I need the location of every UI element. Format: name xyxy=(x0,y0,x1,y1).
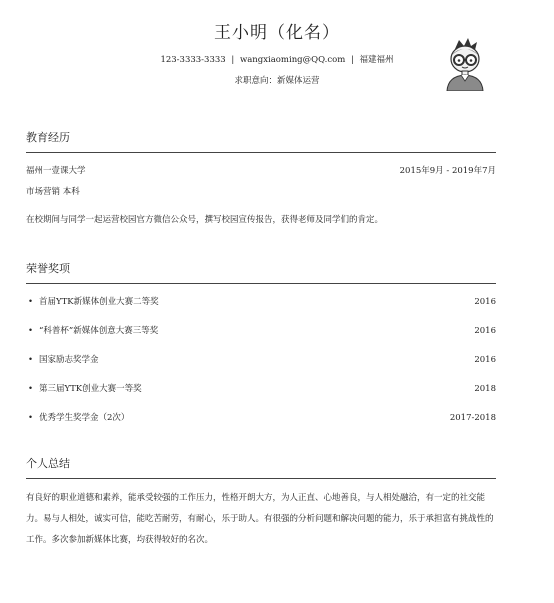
education-section xyxy=(26,130,496,226)
award-label: 优秀学生奖学金（2次） xyxy=(39,413,130,423)
section-divider xyxy=(26,478,496,479)
award-label: 国家励志奖学金 xyxy=(39,355,99,365)
bullet-icon: • xyxy=(28,355,34,365)
education-description: 在校期间与同学一起运营校园官方微信公众号，撰写校园宣传报告，获得老师及同学们的肯定。 xyxy=(26,215,384,225)
list-item xyxy=(26,383,496,395)
award-year: 2016 xyxy=(474,297,496,307)
bullet-icon: • xyxy=(28,326,34,336)
bullet-icon: • xyxy=(28,297,34,307)
email-address: wangxiaoming@QQ.com xyxy=(239,55,346,65)
candidate-name: 王小明（化名） xyxy=(214,23,340,43)
education-school-row xyxy=(26,165,496,177)
section-divider xyxy=(26,283,496,284)
award-year: 2016 xyxy=(474,355,496,365)
awards-list xyxy=(26,296,496,424)
list-item xyxy=(26,296,496,308)
awards-section xyxy=(26,261,496,441)
section-title-awards: 荣誉奖项 xyxy=(26,262,70,275)
location: 福建福州 xyxy=(359,55,394,65)
section-title-education: 教育经历 xyxy=(26,131,70,144)
award-label: “科普杯”新媒体创意大赛三等奖 xyxy=(39,326,159,336)
award-year: 2018 xyxy=(474,384,496,394)
bullet-icon: • xyxy=(28,384,34,394)
cartoon-avatar-icon xyxy=(437,35,493,91)
award-year: 2017-2018 xyxy=(449,413,496,423)
phone-number: 123-3333-3333 xyxy=(160,55,226,65)
education-period: 2015年9月 - 2019年7月 xyxy=(399,166,496,176)
award-label: 第三届YTK创业大赛一等奖 xyxy=(39,384,142,394)
section-divider xyxy=(26,152,496,153)
summary-section xyxy=(26,456,496,551)
contact-separator: | xyxy=(231,55,235,65)
list-item xyxy=(26,325,496,337)
award-year: 2016 xyxy=(474,326,496,336)
school-name: 福州一壹课大学 xyxy=(26,166,86,176)
award-label: 首届YTK新媒体创业大赛二等奖 xyxy=(39,297,159,307)
contact-separator: | xyxy=(350,55,354,65)
list-item xyxy=(26,354,496,366)
list-item xyxy=(26,412,496,424)
bullet-icon: • xyxy=(28,413,34,423)
job-intent: 求职意向：新媒体运营 xyxy=(234,76,320,86)
education-major: 市场营销 本科 xyxy=(26,187,80,197)
section-title-summary: 个人总结 xyxy=(26,457,70,470)
summary-text: 有良好的职业道德和素养，能承受较强的工作压力，性格开朗大方，为人正直、心地善良，与人相处融洽，有一定的社交能力。易与人相处，诚实可信，能吃苦耐劳，有耐心，乐于助人。有很强的分析问题和解决问题的能力，乐于承担富有挑战性的工作。多次参加新媒体比赛，均获得较好的名次。 xyxy=(26,493,494,545)
